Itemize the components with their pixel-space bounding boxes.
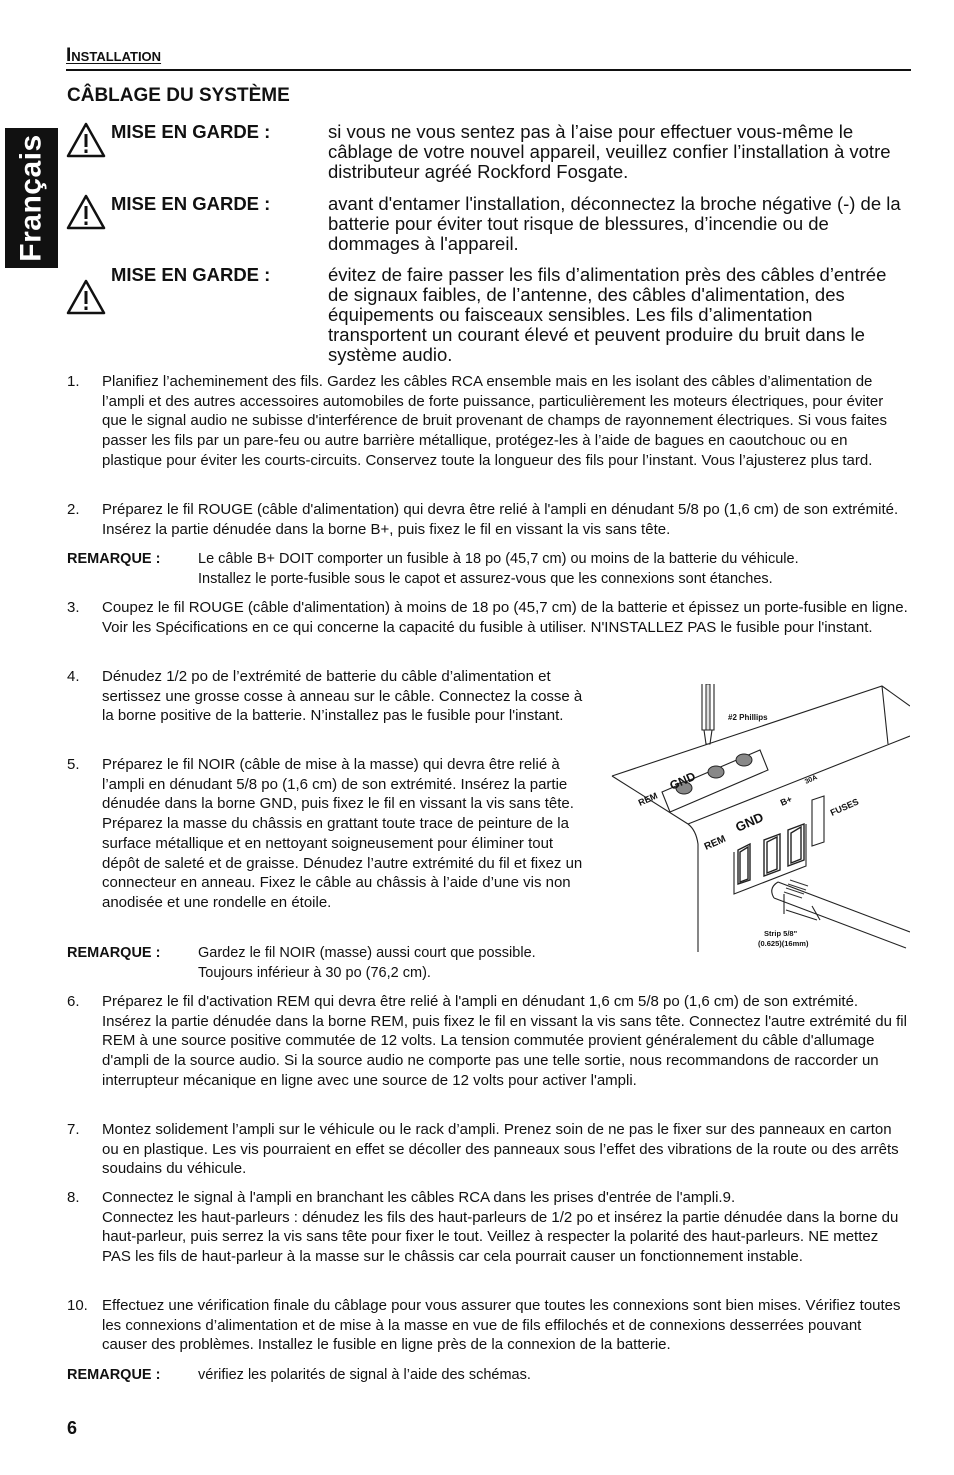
fuse-label: FUSES <box>828 796 861 818</box>
language-tab-label: Français <box>14 134 48 262</box>
step-2 <box>67 500 909 539</box>
page-header <box>66 42 911 71</box>
step-text: Préparez le fil ROUGE (câble d'alimentation) qui devra être relié à l'ampli en dénudant 5/8 po (1,6 cm) de son extrémité. Insérez la partie dénudée dans la borne B+, puis fixez le fil en vissant la vis sans tête. <box>102 501 899 538</box>
step-7 <box>67 1120 909 1179</box>
warning-triangle-icon <box>66 279 106 315</box>
front-terminal-bplus: B+ <box>778 793 794 808</box>
header-title: Installation <box>66 45 162 66</box>
step-text: Préparez le fil NOIR (câble de mise à la masse) qui devra être relié à l’ampli en dénudant 5/8 po (1,6 cm) de son extrémité. Insérez la partie dénudée dans la borne GND, puis fixez le fil en vissant la vis sans tête. Préparez la masse du châssis en grattant toute trace de peinture de la surface métallique et en nettoyant soigneusement pour éliminer tout dépôt de saleté et de graisse. Dénudez l’autre extrémité du fil et fixez un connecteur en anneau. Fixez le câble au châssis à l’aide d’une vis non anodisée et une rondelle en étoile. <box>102 756 583 911</box>
step-number: 5. <box>67 756 80 773</box>
warning-text: avant d'entamer l'installation, déconnectez la broche négative (-) de la batterie pour éviter tout risque de blessures, d’incendie ou de dommages à l'appareil. <box>328 193 901 254</box>
step-number: 7. <box>67 1121 80 1138</box>
step-text: Connectez le signal à l'ampli en branchant les câbles RCA dans les prises d'entrée de l'ampli.9. <box>102 1189 736 1206</box>
warning-text: si vous ne vous sentez pas à l’aise pour effectuer vous-même le câblage de votre nouvel appareil, veuillez confier l’installation à votre distributeur agréé Rockford Fosgate. <box>328 121 891 182</box>
warning-label: MISE EN GARDE : <box>111 193 271 214</box>
warning-label: MISE EN GARDE : <box>111 264 271 285</box>
warning-text: évitez de faire passer les fils d’alimentation près des câbles d’entrée de signaux faibles, de l’antenne, des câbles d'alimentation, des équipements ou faisceaux sensibles. Les fils d’alimentation transportent un courant élevé et peuvent produire du bruit dans le système audio. <box>328 264 887 365</box>
step-text: Dénudez 1/2 po de l’extrémité de batterie du câble d’alimentation et sertissez une grosse cosse à anneau sur le câble. Connectez la cosse à la borne positive de la batterie. N’installez pas le fusible pour l'instant. <box>102 668 583 725</box>
step-number: 6. <box>67 993 80 1010</box>
note-line: Le câble B+ DOIT comporter un fusible à 18 po (45,7 cm) ou moins de la batterie du véhicule. <box>198 551 799 567</box>
note-label: REMARQUE : <box>67 1367 161 1383</box>
step-number: 8. <box>67 1189 80 1206</box>
step-number: 4. <box>67 668 80 685</box>
note-label: REMARQUE : <box>67 551 161 567</box>
step-text: Planifiez l’acheminement des fils. Gardez les câbles RCA ensemble mais en les isolant des câbles d’alimentation de l’ampli et des autres accessoires automobiles de forte puissance, particulièrement les moteurs électriques, pour éviter que le signal audio ne subisse d'interférence de bruit provenant de champs de rayonnement électriques. Si vous faites passer les fils par un pare-feu ou autre barrière métallique, protégez-les à l’aide de bagues en caoutchouc ou en plastique pour éviter les courts-circuits. Conservez toute la longueur des fils pour l’instant. Vous l’ajusterez plus tard. <box>102 373 888 469</box>
step-text: Préparez le fil d'activation REM qui devra être relié à l'ampli en dénudant 1,6 cm 5/8 po (1,6 cm) de son extrémité. Insérez la partie dénudée dans la borne REM, puis fixez le fil en vissant la vis sans tête. Connectez l'autre extrémité du fil REM à une source positive commutée de 12 volts. La tension commutée provient généralement du câble d'allumage d'ampli de la source audio. Si la source audio ne comporte pas une telle sortie, nous recommandons de raccorder un interrupteur mécanique en ligne avec une source de 12 volts pour activer l'ampli. <box>102 993 907 1089</box>
fuse-rating: 30A <box>803 774 819 786</box>
step-text: Montez solidement l’ampli sur le véhicule ou le rack d’ampli. Prenez soin de ne pas le fixer sur des panneaux en carton ou en plastique. Les vis pourraient en effet se décoller des panneaux sous l’effet des vibrations de la route ou des arrêts soudains du véhicule. <box>102 1121 899 1178</box>
strip-label: Strip 5/8" <box>764 929 798 938</box>
step-4 <box>67 667 587 726</box>
front-terminal-gnd: GND <box>733 809 766 835</box>
step-text: Coupez le fil ROUGE (câble d'alimentation) à moins de 18 po (45,7 cm) de la batterie et épissez un porte-fusible en ligne. Voir les Spécifications en ce qui concerne la capacité du fusible à utiliser. N'INSTALLEZ PAS le fusible pour l'instant. <box>102 599 908 636</box>
note-line: Gardez le fil NOIR (masse) aussi court que possible. <box>198 945 536 961</box>
language-tab <box>5 128 58 268</box>
warning-1 <box>66 122 911 182</box>
note-line: Installez le porte-fusible sous le capot et assurez-vous que les connexions sont étanches. <box>198 570 773 587</box>
note-line: Toujours inférieur à 30 po (76,2 cm). <box>198 964 431 981</box>
note-line: vérifiez les polarités de signal à l’aide des schémas. <box>198 1367 531 1383</box>
note-label: REMARQUE : <box>67 945 161 961</box>
step-number: 2. <box>67 501 80 518</box>
warning-triangle-icon <box>66 122 106 158</box>
warning-label: MISE EN GARDE : <box>111 121 271 142</box>
step-6 <box>67 992 909 1091</box>
step-5 <box>67 755 589 913</box>
top-terminal-gnd: GND <box>667 769 698 793</box>
step-number: 1. <box>67 373 80 390</box>
step-3 <box>67 598 909 637</box>
top-terminal-rem: REM <box>636 790 660 808</box>
warning-triangle-icon <box>66 194 106 230</box>
page-number: 6 <box>67 1418 78 1438</box>
amplifier-terminal-diagram <box>610 684 910 959</box>
step-text-continued: Connectez les haut-parleurs : dénudez les fils des haut-parleurs de 1/2 po et insérez la partie dénudée dans la borne du haut-parleur, puis serrez la vis sans tête pour fixer le tout. Veillez à respecter la polarité des haut-parleurs. NE mettez PAS les fils de haut-parleur à la masse sur le châssis car cela pourrait causer un fonctionnement instable. <box>102 1208 899 1266</box>
front-terminal-rem: REM <box>702 833 728 853</box>
warning-3 <box>66 265 911 365</box>
step-1 <box>67 372 909 471</box>
screwdriver-label: #2 Phillips <box>728 713 768 722</box>
step-10 <box>67 1296 909 1355</box>
step-number: 10. <box>67 1297 88 1314</box>
strip-measurement: (0.625)(16mm) <box>758 939 809 948</box>
step-number: 3. <box>67 599 80 616</box>
step-8 <box>67 1188 909 1267</box>
note-3 <box>67 1366 909 1386</box>
step-text: Effectuez une vérification finale du câblage pour vous assurer que toutes les connexions sont bien mises. Vérifiez toutes les connexions d’alimentation et de mise à la masse en vue de fils effilochés et de connexions desserrées pouvant causer des problèmes. Installez le fusible en ligne près de la connexion de la batterie. <box>102 1297 901 1354</box>
note-1 <box>67 550 909 589</box>
warning-2 <box>66 194 911 254</box>
section-title: CÂBLAGE DU SYSTÈME <box>67 85 290 106</box>
